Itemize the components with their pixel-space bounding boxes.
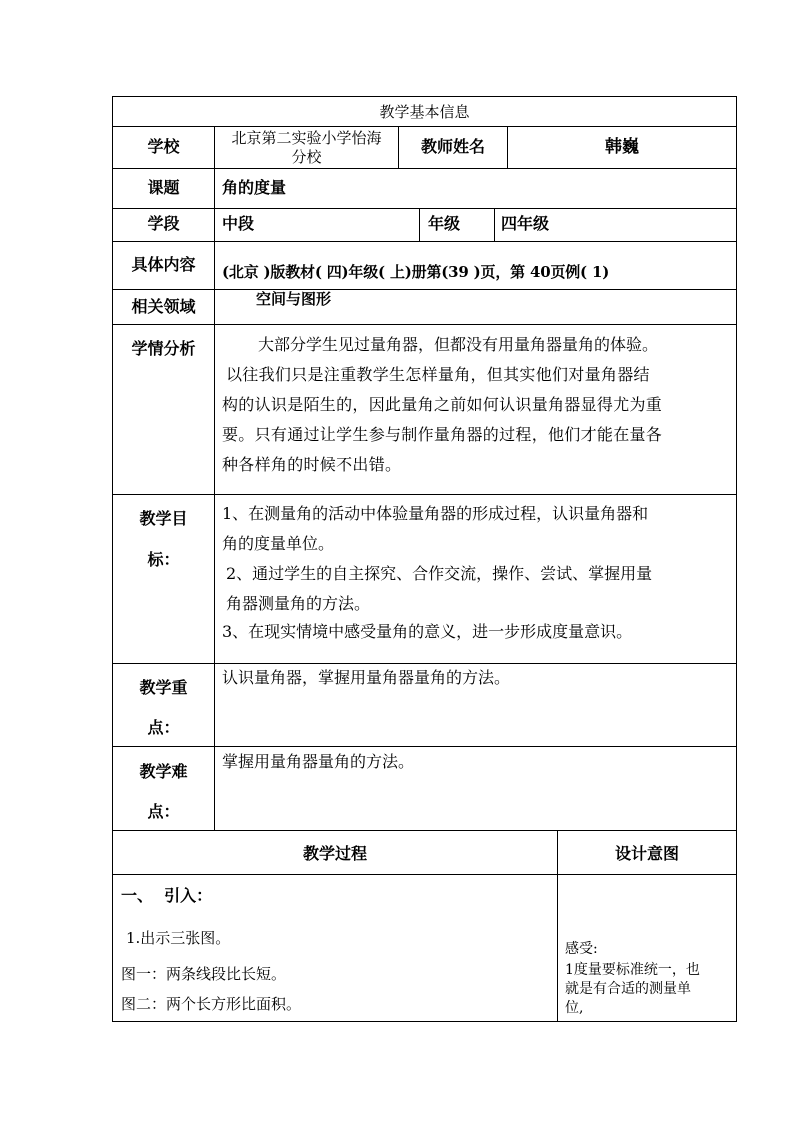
row-rule: [112, 241, 737, 242]
process-section-title: 一、 引入：: [121, 886, 213, 905]
process-item: 图二：两个长方形比面积。: [121, 995, 302, 1013]
process-item: 1.出示三张图。: [126, 929, 231, 947]
goals-label-line2: 标：: [147, 550, 180, 569]
table-border-right: [736, 96, 737, 1022]
table-border-top: [112, 96, 737, 97]
goals-line: 2、通过学生的自主探究、合作交流，操作、尝试、掌握用量: [226, 564, 653, 583]
analysis-line: 构的认识是陌生的，因此量角之前如何认识量角器显得尤为重: [222, 395, 663, 414]
row-rule: [112, 208, 737, 209]
row-rule: [112, 746, 737, 747]
design-line: 位,: [565, 1000, 584, 1016]
stage-label: 学段: [147, 214, 180, 233]
col-rule: [214, 324, 215, 830]
field-label: 相关领域: [131, 297, 196, 316]
row-rule: [112, 874, 737, 875]
teacher-value: 韩巍: [605, 137, 639, 157]
process-header: 教学过程: [302, 844, 367, 863]
row-rule: [112, 830, 737, 831]
goals-line: 3、在现实情境中感受量角的意义，进一步形成度量意识。: [222, 622, 633, 641]
table-title: 教学基本信息: [379, 103, 470, 121]
field-value: 空间与图形: [256, 290, 332, 308]
row-rule: [112, 289, 737, 290]
goals-line: 角器测量角的方法。: [226, 594, 371, 613]
school-label: 学校: [147, 137, 180, 156]
analysis-line: 大部分学生见过量角器，但都没有用量角器量角的体验。: [258, 335, 659, 354]
goals-line: 1、在测量角的活动中体验量角器的形成过程，认识量角器和: [222, 504, 649, 523]
teacher-label: 教师姓名: [420, 137, 485, 156]
analysis-line: 以往我们只是注重教学生怎样量角，但其实他们对量角器结: [226, 365, 650, 384]
difficulty-text: 掌握用量角器量角的方法。: [222, 752, 415, 771]
row-rule: [112, 168, 737, 169]
row-rule: [112, 324, 737, 325]
table-border-bottom: [112, 1021, 737, 1022]
grade-value: 四年级: [501, 214, 550, 233]
school-value-line1: 北京第二实验小学怡海: [231, 129, 382, 147]
content-value: (北京 )版教材( 四)年级( 上)册第(39 )页，第 40页例( 1): [222, 263, 610, 281]
design-line: 就是有合适的测量单: [565, 981, 691, 997]
analysis-line: 种各样角的时候不出错。: [222, 455, 402, 474]
goals-label-line1: 教学目: [139, 509, 188, 528]
analysis-label: 学情分析: [131, 339, 196, 358]
topic-value: 角的度量: [222, 178, 287, 197]
design-header: 设计意图: [614, 844, 679, 863]
design-line: 1度量要标准统一，也: [565, 962, 700, 978]
design-line: 感受:: [565, 941, 598, 957]
difficulty-label-line2: 点：: [147, 802, 180, 821]
school-value-line2: 分校: [291, 148, 322, 166]
row-rule: [112, 663, 737, 664]
col-rule: [419, 208, 420, 241]
grade-label: 年级: [428, 214, 461, 233]
stage-value: 中段: [222, 214, 255, 233]
process-item: 图一：两条线段比长短。: [121, 965, 287, 983]
analysis-line: 要。只有通过让学生参与制作量角器的过程，他们才能在量各: [222, 425, 663, 444]
row-rule: [112, 494, 737, 495]
content-label: 具体内容: [131, 255, 196, 274]
keypoint-text: 认识量角器，掌握用量角器量角的方法。: [222, 668, 511, 687]
goals-line: 角的度量单位。: [222, 534, 335, 553]
keypoint-label-line2: 点：: [147, 718, 180, 737]
keypoint-label-line1: 教学重: [139, 678, 188, 697]
topic-label: 课题: [147, 178, 180, 197]
row-rule: [112, 126, 737, 127]
col-rule: [494, 208, 495, 241]
difficulty-label-line1: 教学难: [139, 762, 188, 781]
